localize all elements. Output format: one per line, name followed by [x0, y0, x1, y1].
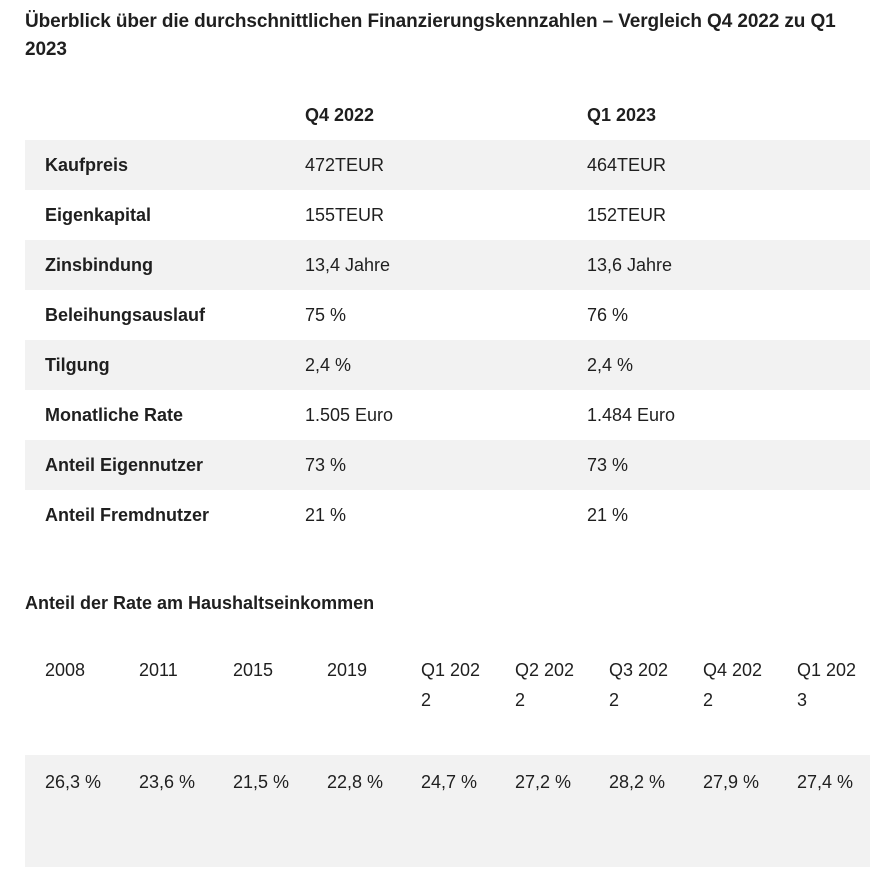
- row-label: Anteil Eigennutzer: [45, 454, 204, 475]
- share-value: 24,7 %: [421, 772, 478, 792]
- row-value-q1-2023: 13,6 Jahre: [587, 254, 673, 275]
- period-cell: [213, 645, 307, 755]
- period-cell: [589, 645, 683, 755]
- value-cell: [777, 755, 870, 867]
- value-cell: [213, 755, 307, 867]
- share-value: 28,2 %: [609, 772, 666, 792]
- financing-table-header-row: [25, 90, 870, 140]
- value-cell: [683, 755, 777, 867]
- row-label: Monatliche Rate: [45, 404, 184, 425]
- period-label: 2015: [233, 660, 274, 680]
- share-value: 27,4 %: [797, 772, 854, 792]
- income-share-value-row: [25, 755, 870, 867]
- value-cell: [25, 755, 119, 867]
- row-label: Tilgung: [45, 354, 110, 375]
- table-row: [25, 140, 870, 190]
- row-value-q1-2023: 21 %: [587, 504, 629, 525]
- row-label: Beleihungsauslauf: [45, 304, 206, 325]
- share-value: 26,3 %: [45, 772, 102, 792]
- row-value-q1-2023: 464TEUR: [587, 154, 667, 175]
- financing-table: [25, 90, 870, 540]
- income-share-table: [25, 645, 870, 867]
- table-row: [25, 440, 870, 490]
- row-value-q1-2023: 152TEUR: [587, 204, 667, 225]
- row-value-q1-2023: 76 %: [587, 304, 629, 325]
- table-row: [25, 340, 870, 390]
- page-title: Überblick über die durchschnittlichen Finanzierungskennzahlen – Vergleich Q4 2022 zu Q1 2023: [25, 11, 836, 60]
- period-label: Q1 2022: [421, 660, 481, 710]
- period-label: Q4 2022: [703, 660, 763, 710]
- period-label: 2011: [139, 660, 178, 680]
- row-value-q4-2022: 2,4 %: [305, 354, 352, 375]
- period-label: 2019: [327, 660, 368, 680]
- share-value: 27,9 %: [703, 772, 760, 792]
- row-value-q1-2023: 73 %: [587, 454, 629, 475]
- row-value-q4-2022: 1.505 Euro: [305, 404, 394, 425]
- financing-table-header-q1-2023: Q1 2023: [587, 104, 657, 125]
- period-label: Q3 2022: [609, 660, 669, 710]
- period-cell: [401, 645, 495, 755]
- value-cell: [495, 755, 589, 867]
- table-row: [25, 490, 870, 540]
- row-value-q1-2023: 1.484 Euro: [587, 404, 676, 425]
- row-label: Anteil Fremdnutzer: [45, 504, 210, 525]
- share-value: 21,5 %: [233, 772, 290, 792]
- share-value: 22,8 %: [327, 772, 384, 792]
- value-cell: [119, 755, 213, 867]
- row-value-q4-2022: 13,4 Jahre: [305, 254, 391, 275]
- value-cell: [401, 755, 495, 867]
- period-label: Q1 2023: [797, 660, 857, 710]
- row-value-q1-2023: 2,4 %: [587, 354, 634, 375]
- period-label: Q2 2022: [515, 660, 575, 710]
- share-value: 23,6 %: [139, 772, 196, 792]
- period-cell: [25, 645, 119, 755]
- value-cell: [589, 755, 683, 867]
- period-cell: [307, 645, 401, 755]
- row-value-q4-2022: 75 %: [305, 304, 347, 325]
- period-cell: [119, 645, 213, 755]
- row-value-q4-2022: 155TEUR: [305, 204, 385, 225]
- period-cell: [495, 645, 589, 755]
- table-row: [25, 290, 870, 340]
- period-cell: [683, 645, 777, 755]
- financing-table-header-empty: [25, 90, 305, 140]
- row-label: Kaufpreis: [45, 154, 129, 175]
- row-label: Eigenkapital: [45, 204, 152, 225]
- table-row: [25, 390, 870, 440]
- value-cell: [307, 755, 401, 867]
- table-row: [25, 240, 870, 290]
- financing-table-header-q4-2022: Q4 2022: [305, 104, 375, 125]
- row-label: Zinsbindung: [45, 254, 153, 275]
- row-value-q4-2022: 472TEUR: [305, 154, 385, 175]
- period-label: 2008: [45, 660, 86, 680]
- table-row: [25, 190, 870, 240]
- income-share-period-row: [25, 645, 870, 755]
- section-subtitle: Anteil der Rate am Haushaltseinkommen: [25, 593, 375, 613]
- share-value: 27,2 %: [515, 772, 572, 792]
- row-value-q4-2022: 73 %: [305, 454, 347, 475]
- period-cell: [777, 645, 870, 755]
- row-value-q4-2022: 21 %: [305, 504, 347, 525]
